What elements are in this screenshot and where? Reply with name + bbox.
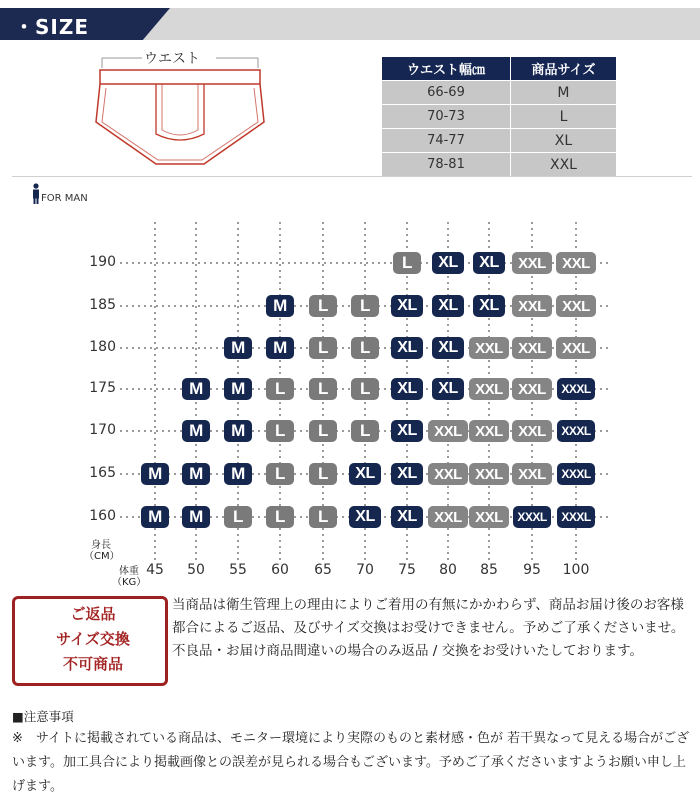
size-badge-xxl: XXL	[469, 337, 509, 359]
size-badge-l: L	[309, 378, 337, 400]
size-badge-m: M	[266, 295, 294, 317]
size-badge-xxl: XXL	[556, 337, 596, 359]
size-badge-xxl: XXL	[512, 295, 552, 317]
notice-line: ご返品	[70, 605, 116, 623]
size-badge-xxl: XXL	[428, 463, 468, 485]
table-cell: 66-69	[382, 81, 511, 105]
size-badge-xl: XL	[391, 463, 423, 485]
size-badge-m: M	[141, 463, 169, 485]
x-tick-label: 55	[229, 562, 247, 578]
size-badge-xxl: XXL	[469, 463, 509, 485]
size-badge-xl: XL	[391, 295, 423, 317]
y-tick-label: 175	[89, 380, 116, 396]
size-badge-l: L	[351, 337, 379, 359]
size-badge-l: L	[266, 420, 294, 442]
size-badge-xxxl: XXXL	[557, 378, 595, 400]
caution-text: ※ サイトに掲載されている商品は、モニター環境により実際のものと素材感・色が 若干異なって見える場合がございます。加工具合により掲載画像との誤差が見られる場合もございます。予めご了承くださいますようお願い申し上げます。	[12, 731, 690, 794]
size-badge-xxl: XXL	[556, 295, 596, 317]
size-badge-xl: XL	[391, 337, 423, 359]
x-tick-label: 45	[146, 562, 164, 578]
caution-title: ■注意事項	[12, 709, 74, 724]
table-cell: 74-77	[382, 129, 511, 153]
table-header-size: 商品サイズ	[510, 57, 616, 81]
size-badge-xl: XL	[432, 378, 464, 400]
size-badge-l: L	[266, 506, 294, 528]
return-policy-text: 当商品は衛生管理上の理由によりご着用の有無にかかわらず、商品お届け後のお客様都合によるご返品、及びサイズ交換はお受けできません。予めご了承くださいませ。不良品・お届け商品間違いの場合のみ返品 / 交換をお受けいたしております。	[172, 597, 685, 659]
y-tick-label: 170	[89, 422, 116, 438]
size-badge-xxl: XXL	[469, 420, 509, 442]
size-badge-xl: XL	[432, 337, 464, 359]
size-badge-l: L	[351, 295, 379, 317]
waist-label: ウエスト	[142, 48, 202, 68]
size-badge-m: M	[224, 378, 252, 400]
x-tick-label: 50	[187, 562, 205, 578]
size-badge-m: M	[182, 506, 210, 528]
y-tick-label: 180	[89, 339, 116, 355]
size-badge-xxl: XXL	[469, 506, 509, 528]
size-badge-xxl: XXL	[512, 463, 552, 485]
table-cell: M	[510, 81, 616, 105]
size-badge-m: M	[141, 506, 169, 528]
size-badge-m: M	[182, 463, 210, 485]
size-badge-l: L	[351, 378, 379, 400]
size-badge-xxl: XXL	[512, 420, 552, 442]
table-cell: 78-81	[382, 153, 511, 177]
no-return-box	[12, 596, 168, 686]
x-tick-label: 65	[314, 562, 332, 578]
table-cell: XL	[510, 129, 616, 153]
size-badge-m: M	[266, 337, 294, 359]
size-badge-l: L	[351, 420, 379, 442]
size-badge-m: M	[224, 337, 252, 359]
for-man-label: FOR MAN	[41, 193, 88, 204]
size-badge-m: M	[224, 420, 252, 442]
size-badge-xxl: XXL	[512, 378, 552, 400]
size-badge-l: L	[309, 463, 337, 485]
size-badge-m: M	[224, 463, 252, 485]
size-badge-xl: XL	[349, 506, 381, 528]
x-tick-label: 95	[523, 562, 541, 578]
size-badge-xxl: XXL	[556, 252, 596, 274]
size-badge-m: M	[182, 378, 210, 400]
size-badge-l: L	[309, 337, 337, 359]
size-badge-xl: XL	[391, 378, 423, 400]
size-badge-l: L	[309, 506, 337, 528]
size-badge-xxxl: XXXL	[557, 463, 595, 485]
size-badge-l: L	[224, 506, 252, 528]
size-badge-xxl: XXL	[469, 378, 509, 400]
y-axis-title: 身長（CM）	[84, 540, 120, 562]
size-badge-l: L	[266, 463, 294, 485]
size-badge-l: L	[309, 420, 337, 442]
size-badge-xxl: XXL	[512, 252, 552, 274]
x-axis-title: 体重（KG）	[112, 566, 147, 588]
table-cell: 70-73	[382, 105, 511, 129]
size-badge-xxxl: XXXL	[557, 506, 595, 528]
size-badge-l: L	[266, 378, 294, 400]
size-badge-xl: XL	[473, 295, 505, 317]
size-badge-xxl: XXL	[428, 506, 468, 528]
size-badge-m: M	[182, 420, 210, 442]
size-badge-xxl: XXL	[512, 337, 552, 359]
notice-line: 不可商品	[62, 655, 123, 673]
x-tick-label: 75	[398, 562, 416, 578]
y-tick-label: 165	[89, 465, 116, 481]
x-tick-label: 60	[271, 562, 289, 578]
notice-line: サイズ交換	[56, 630, 130, 648]
size-badge-xl: XL	[473, 252, 505, 274]
size-badge-xxl: XXL	[428, 420, 468, 442]
size-badge-l: L	[393, 252, 421, 274]
size-badge-xxxl: XXXL	[557, 420, 595, 442]
y-tick-label: 185	[89, 297, 116, 313]
size-badge-xl: XL	[391, 420, 423, 442]
table-header-waist: ウエスト幅㎝	[382, 57, 511, 81]
size-badge-xl: XL	[391, 506, 423, 528]
x-tick-label: 80	[439, 562, 457, 578]
size-badge-xl: XL	[349, 463, 381, 485]
x-tick-label: 100	[562, 562, 590, 578]
x-tick-label: 85	[480, 562, 498, 578]
y-tick-label: 190	[89, 254, 116, 270]
y-tick-label: 160	[89, 508, 116, 524]
size-badge-xl: XL	[432, 252, 464, 274]
size-badge-l: L	[309, 295, 337, 317]
x-tick-label: 70	[356, 562, 374, 578]
size-badge-xl: XL	[432, 295, 464, 317]
size-badge-xxxl: XXXL	[513, 506, 551, 528]
page-title: ・SIZE	[14, 15, 90, 39]
table-cell: XXL	[510, 153, 616, 177]
table-cell: L	[510, 105, 616, 129]
